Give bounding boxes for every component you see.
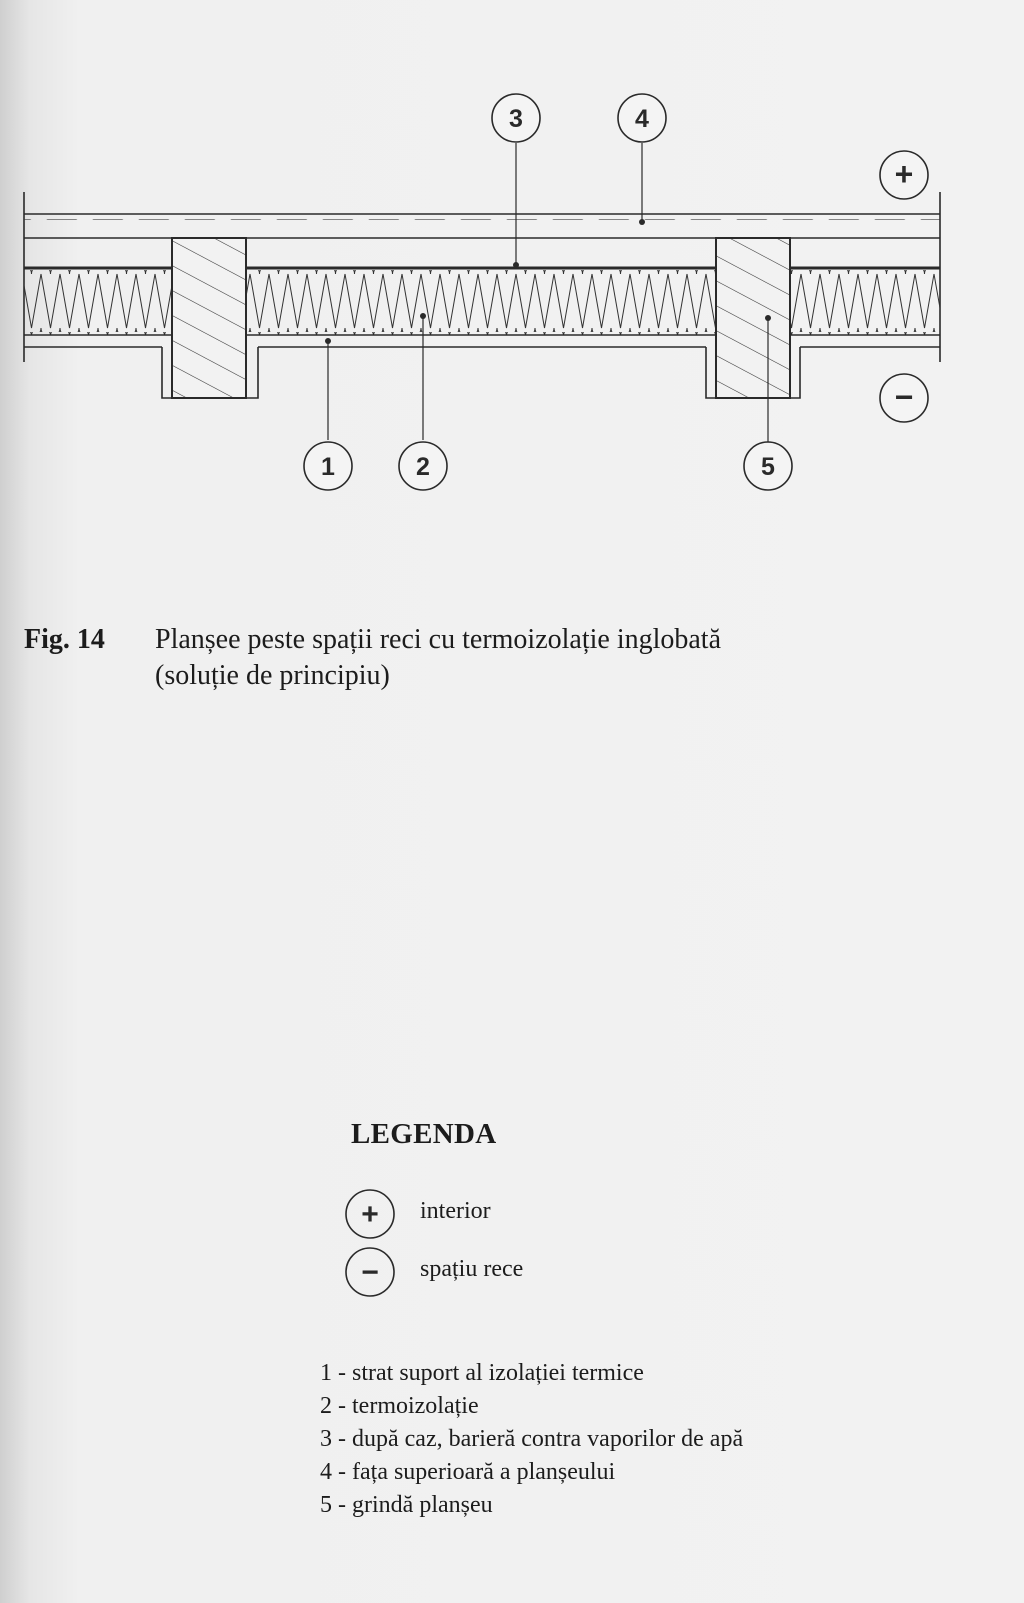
plus-circle-icon <box>344 1188 396 1240</box>
legend-item <box>320 1489 743 1522</box>
legend-item-number: 3 - <box>320 1426 346 1452</box>
legend-item-number: 4 - <box>320 1459 346 1485</box>
legend-item-number: 2 - <box>320 1393 346 1419</box>
callout-3-label: 3 <box>509 105 523 133</box>
top-slab <box>24 214 940 238</box>
figure-label: Fig. 14 <box>24 624 105 655</box>
minus-circle-icon <box>344 1246 396 1298</box>
legend-item-text: termoizolație <box>352 1393 479 1419</box>
legend-item-number: 1 - <box>320 1360 346 1386</box>
legend-item-text: strat suport al izolației termice <box>352 1360 644 1386</box>
floor-section-diagram <box>0 0 1024 520</box>
figure-title <box>155 622 915 694</box>
legend-item-text: grindă planșeu <box>352 1492 493 1518</box>
legend-symbol-sign: + <box>361 1198 379 1231</box>
floor-beam <box>706 238 800 398</box>
figure-title-line1: Planșee peste spații reci cu termoizolație inglobată <box>155 624 722 655</box>
legend-symbol-label: spațiu rece <box>420 1256 524 1282</box>
legend-symbol-sign: − <box>361 1256 379 1289</box>
legend-item <box>320 1423 743 1456</box>
legend-symbol-label: interior <box>420 1198 491 1224</box>
floor-beam <box>162 238 258 398</box>
interior-zone-sign: + <box>894 156 914 192</box>
callout-5-label: 5 <box>761 453 775 481</box>
section-drawing <box>24 94 940 490</box>
legend-items <box>320 1357 743 1522</box>
legend-item <box>320 1456 743 1489</box>
legend-item-text: fața superioară a planșeului <box>352 1459 616 1485</box>
figure-title-line2: (soluție de principiu) <box>155 660 390 691</box>
callout-1-label: 1 <box>321 453 335 481</box>
legend-item <box>320 1390 743 1423</box>
callout-2-label: 2 <box>416 453 430 481</box>
legend-symbol-interior <box>344 1188 744 1240</box>
cold-zone-sign: − <box>894 379 914 415</box>
legend-title: LEGENDA <box>351 1118 497 1150</box>
legend-item <box>320 1357 743 1390</box>
legend-item-text: după caz, barieră contra vaporilor de apă <box>352 1426 744 1452</box>
legend-item-number: 5 - <box>320 1492 346 1518</box>
callout-4-label: 4 <box>635 105 649 133</box>
thermal-insulation <box>24 270 940 335</box>
legend-symbol-cold-space <box>344 1246 744 1298</box>
